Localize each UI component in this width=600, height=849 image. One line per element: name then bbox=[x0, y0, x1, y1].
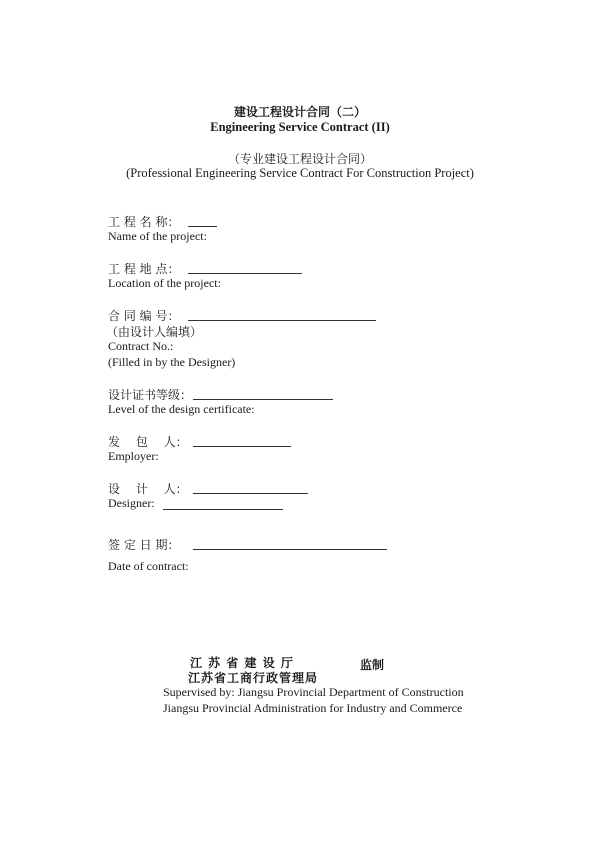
project-name-label-en: Name of the project: bbox=[108, 229, 207, 243]
designer-field-en[interactable] bbox=[163, 509, 283, 510]
designer-label-cn: 设 计 人： bbox=[108, 482, 188, 496]
footer-supervised-cn: 监制 bbox=[360, 658, 385, 672]
contract-no-label-cn: 合 同 编 号： bbox=[108, 309, 180, 323]
certificate-level-label-cn: 设计证书等级： bbox=[108, 388, 193, 402]
contract-no-label-en: Contract No.: bbox=[108, 339, 174, 353]
project-location-label-cn: 工 程 地 点： bbox=[108, 262, 180, 276]
certificate-level-field[interactable] bbox=[193, 399, 333, 400]
contract-no-note-cn: （由设计人编填） bbox=[106, 325, 203, 339]
footer-org1-cn: 江 苏 省 建 设 厅 bbox=[190, 656, 294, 670]
project-name-field[interactable] bbox=[188, 226, 217, 227]
designer-label-en: Designer: bbox=[108, 496, 155, 510]
subtitle-english: (Professional Engineering Service Contract For Construction Project) bbox=[126, 166, 474, 180]
employer-label-en: Employer: bbox=[108, 449, 159, 463]
project-location-label-en: Location of the project: bbox=[108, 276, 221, 290]
contract-date-field[interactable] bbox=[193, 549, 387, 550]
project-location-field[interactable] bbox=[188, 273, 302, 274]
footer-supervised-en-line1: Supervised by: Jiangsu Provincial Department of Construction bbox=[163, 685, 464, 699]
project-name-label-cn: 工 程 名 称： bbox=[108, 215, 180, 229]
title-chinese: 建设工程设计合同（二） bbox=[233, 105, 366, 119]
designer-field-cn[interactable] bbox=[193, 493, 308, 494]
employer-field[interactable] bbox=[193, 446, 291, 447]
contract-date-label-cn: 签 定 日 期： bbox=[108, 538, 180, 552]
footer-org2-cn: 江苏省工商行政管理局 bbox=[188, 671, 319, 685]
contract-no-note-en: (Filled in by the Designer) bbox=[108, 355, 236, 369]
title-english: Engineering Service Contract (II) bbox=[210, 120, 390, 134]
certificate-level-label-en: Level of the design certificate: bbox=[108, 402, 255, 416]
contract-no-field[interactable] bbox=[188, 320, 376, 321]
contract-date-label-en: Date of contract: bbox=[108, 559, 189, 573]
footer-supervised-en-line2: Jiangsu Provincial Administration for Industry and Commerce bbox=[163, 701, 463, 715]
subtitle-chinese: （专业建设工程设计合同） bbox=[227, 152, 372, 166]
employer-label-cn: 发 包 人： bbox=[108, 435, 188, 449]
